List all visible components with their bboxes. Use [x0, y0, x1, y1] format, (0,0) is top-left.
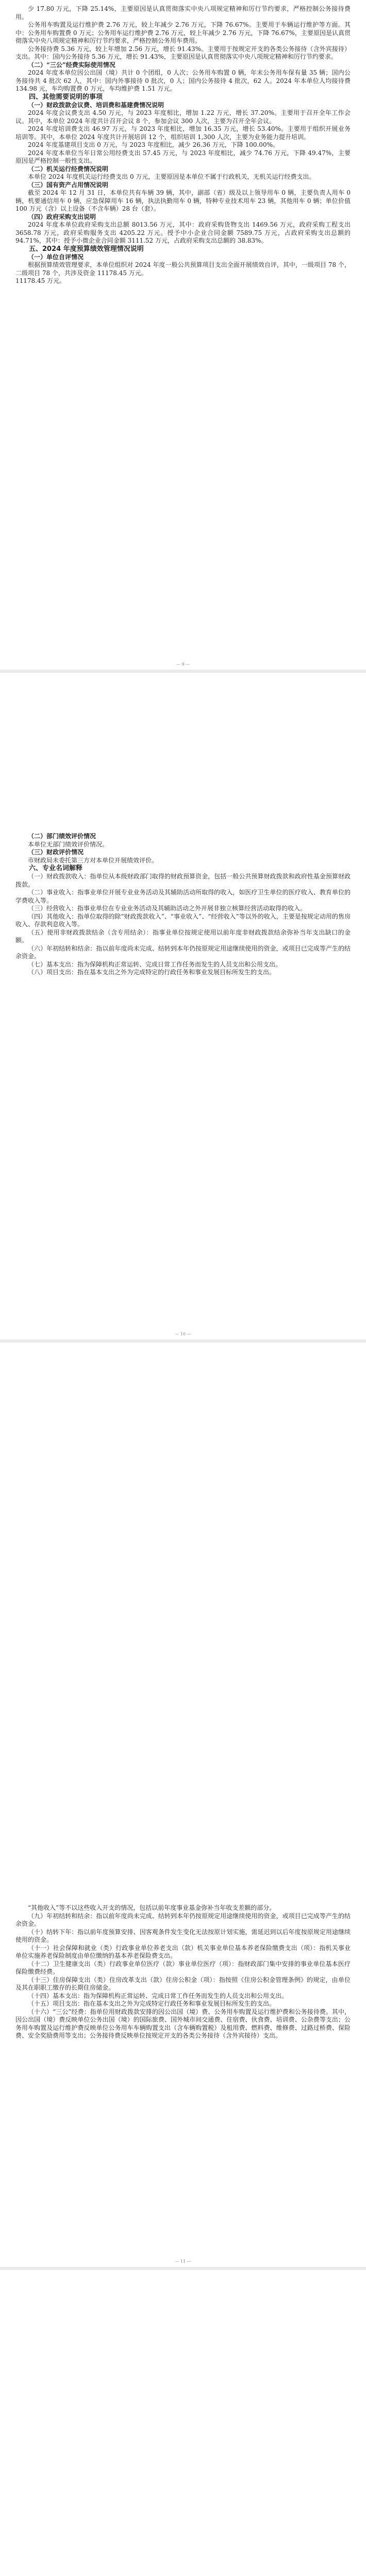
section-subheading: （一）财政拨款会议费、培训费和基建费情况说明 — [28, 101, 164, 109]
paragraph: （七）基本支出：指为保障机构正常运转、完成日常工作任务而发生的人员支出和公用支出。 — [28, 960, 282, 968]
section-subheading: （四）政府采购支出说明 — [28, 213, 96, 221]
page-3-body — [15, 1904, 351, 2040]
section-subheading: （一）单位自评情况 — [28, 253, 84, 261]
section-subheading: （三）财政评价情况 — [28, 849, 84, 856]
section-heading: 五、2024 年度预算绩效管理情况说明 — [29, 245, 144, 253]
paragraph: （五）使用非财政拨款结余（含专用结余）：指事业单位按规定使用以前年度非财政拨款结余弥补当年支出缺口的金额。 — [15, 928, 351, 944]
document-page-3 — [0, 1343, 366, 2267]
section-heading: 四、其他需要说明的事项 — [29, 93, 103, 101]
paragraph: （九）年初结转和结余：指以前年度尚未完成、结转到本年仍按原规定用途继续使用的资金，或项目已完成等产生的结余资金。 — [15, 1912, 351, 1927]
paragraph: 本单位 2024 年度机关运行经费支出 0 万元，主要原因是本单位不属于行政机关，无机关运行经费支出。 — [28, 173, 315, 180]
paragraph: 少 17.80 万元，下降 25.14%，主要原因是认真贯彻落实中央八项规定精神和厉行节约要求，严格控制公务接待费用。 — [15, 5, 351, 21]
section-subheading: （二）机关运行经费情况说明 — [28, 165, 109, 173]
page-number: — 10 — — [175, 1332, 191, 1336]
section-heading: 六、专业名词解释 — [29, 865, 83, 872]
page-1-body — [15, 5, 351, 285]
page-number: — 9 — — [176, 662, 190, 667]
section-subheading: （二）部门绩效评价情况 — [28, 833, 96, 840]
paragraph: （四）其他收入：指单位取得的除“财政拨款收入”、“事业收入”、“经营收入”等以外的收入，主要是按规定动用的售房收入、存款利息收入等。 — [15, 912, 351, 928]
paragraph: （三）经营收入：指事业单位在专业业务活动及其辅助活动之外开展非独立核算经营活动取得的收入。 — [28, 905, 307, 912]
document-page-4 — [0, 2270, 366, 2576]
section-subheading: （三）国有资产占用情况说明 — [28, 181, 109, 189]
paragraph: 公务接待费 5.36 万元，较上年增加 2.56 万元，增长 91.43%。主要用于按规定开支的各类公务接待（含外宾接待）支出。其中：国内公务接待 5.36 万元，增长 91.43%，主要原因是认真贯彻落实中央八项规定精神和厉行节约要求。 — [15, 45, 351, 60]
paragraph: 截至 2024 年 12 月 31 日，本单位共有车辆 39 辆，其中，副部（省）级及以上领导用车 0 辆，主要负责人用车 0 辆，机要通信用车 0 辆，应急保障用车 16 辆，执法执勤用车 0 辆，特种专业技术用车 23 辆，其他用车 0 辆；单位价值 100 万元（含）以上设备（不含车辆）28 台（套）。 — [15, 189, 351, 212]
paragraph: （十五）项目支出：指在基本支出之外为完成特定行政任务和事业发展目标所发生的支出。 — [28, 2000, 276, 2007]
paragraph: 2024 年度培训费支出 46.97 万元，与 2023 年度相比，增加 16.35 万元，增长 53.40%。主要用于组织开展业务培训等。其中，本单位 2024 年度共计开展培训 12 个，组织培训 1,300 人次，主要为业务能力提升培训。 — [15, 125, 351, 141]
paragraph: 11178.45 万元。 — [15, 277, 66, 284]
section-subheading: （二）“三公”经费实际使用情况 — [28, 61, 115, 69]
paragraph: （六）年初结转和结余：指以前年度尚未完成、结转到本年仍按原规定用途继续使用的资金，或项目已完成等产生的结余资金。 — [15, 944, 351, 960]
paragraph: 2024 年度本单位因公出国（境）共计 0 个团组，0 人次；公务用车购置 0 辆，年末公务用车保有量 35 辆；国内公务接待共 4 批次 62 人，其中：国内外事接待 0 批次，0 人；国内公务接待 4 批次，62 人。2024 年本单位人均接待费 134.98 元，车均购置费 0 万元，车均维护费 1.51 万元。 — [15, 69, 351, 92]
page-2-body — [15, 833, 351, 977]
paragraph: （八）项目支出：指在基本支出之外为完成特定的行政任务和事业发展目标所发生的支出。 — [28, 969, 276, 976]
page-number: — 11 — — [175, 2259, 191, 2264]
paragraph: （十四）基本支出：指为保障机构正常运转、完成日常工作任务而发生的人员支出和公用支出。 — [28, 1992, 288, 1999]
paragraph: （二）事业收入：指事业单位开展专业业务活动及其辅助活动所取得的收入，如医疗卫生单位的医疗收入、教育单位的学费收入等。 — [15, 889, 351, 904]
paragraph: （十六）“三公”经费：指单位用财政拨款安排的因公出国（境）费、公务用车购置及运行维护费和公务接待费。其中，因公出国（境）费反映单位公务出国（境）的国际旅费、国外城市间交通费、住宿费、伙食费、培训费、公杂费等支出；公务用车购置及运行维护费反映单位公务用车车辆购置支出（含车辆购置税）及租用费、燃料费、维修费、过路过桥费、保险费、安全奖励费用等支出；公务接待费反映单位按规定开支的各类公务接待（含外宾接待）支出。 — [15, 2008, 351, 2039]
paragraph: 市财政局未委托第三方对本单位开展绩效评价。 — [28, 856, 158, 864]
paragraph: 2024 年度会议费支出 4.50 万元，与 2023 年度相比，增加 1.22 万元，增长 37.20%。主要用于召开全年工作会议。其中，本单位 2024 年度共计召开会议 8 个，参加会议 300 人次，主要为召开全年会议。 — [15, 109, 351, 125]
paragraph: （十二）卫生健康支出（类）行政事业单位医疗（款）事业单位医疗（项）：指财政部门集中安排的事业单位基本医疗保险缴费经费。 — [15, 1960, 351, 1975]
document-page-2 — [0, 673, 366, 1340]
document-page-1 — [0, 0, 366, 670]
paragraph: （十）结转下年：指以前年度预算安排、因客观条件发生变化无法按原计划实施，需延迟到以后年度按原规定用途继续使用的资金。 — [15, 1928, 351, 1943]
paragraph: “其他收入”等不以这些收入开支的情况，包括以前年度事业基金弥补当年收支差额的部分。 — [28, 1904, 276, 1911]
paragraph: （十一）社会保障和就业（类）行政事业单位养老支出（款）机关事业单位基本养老保险缴费支出（项）：指机关事业单位实施养老保险制度由单位缴纳的基本养老保险费支出。 — [15, 1944, 351, 1959]
paragraph: （一）财政拨款收入：指单位从本级财政部门取得的财政预算资金，包括一般公共预算财政拨款和政府性基金预算财政拨款。 — [15, 873, 351, 888]
paragraph: 根据预算绩效管理要求，本单位组织对 2024 年度一般公共预算项目支出全面开展绩效自评，其中，一级项目 78 个，二级项目 78 个，共涉及资金 11178.45 万元。 — [15, 261, 351, 277]
paragraph: 公务用车购置及运行维护费 2.76 万元，较上年减少 2.76 万元，下降 76.67%。主要用于车辆运行维护等方面。其中：公务用车购置费 0 万元；公务用车运行维护费 2.76 万元，较上年减少 2.76 万元，下降 76.67%，主要原因是认真贯彻落实中央八项规定精神和厉行节约要求，严格控制公务用车费用。 — [15, 21, 351, 44]
paragraph: 2024 年度基建项目支出 0 万元，与 2023 年度相比，减少 26.36 万元，下降 100.00%。 — [28, 141, 279, 148]
paragraph: （十三）住房保障支出（类）住房改革支出（款）住房公积金（项）：指按照《住房公积金管理条例》的规定，由单位及其在职职工缴存的长期住房储金。 — [15, 1976, 351, 1991]
paragraph: 本单位无部门绩效评价情况。 — [28, 840, 109, 848]
paragraph: 2024 年度本单位当年日常公用经费支出 57.45 万元，与 2023 年度相比，减少 74.76 万元，下降 49.47%，主要原因是严格控制一般性支出。 — [15, 149, 351, 164]
paragraph: 2024 年度本单位政府采购支出总额 8013.56 万元，其中：政府采购货物支出 1469.56 万元，政府采购工程支出 3658.78 万元，政府采购服务支出 4205.22 万元。授予中小企业合同金额 7589.75 万元，占政府采购支出总额的 94.71%，其中：授予小微企业合同金额 3111.52 万元，占政府采购支出总额的 38.83%。 — [15, 221, 351, 244]
